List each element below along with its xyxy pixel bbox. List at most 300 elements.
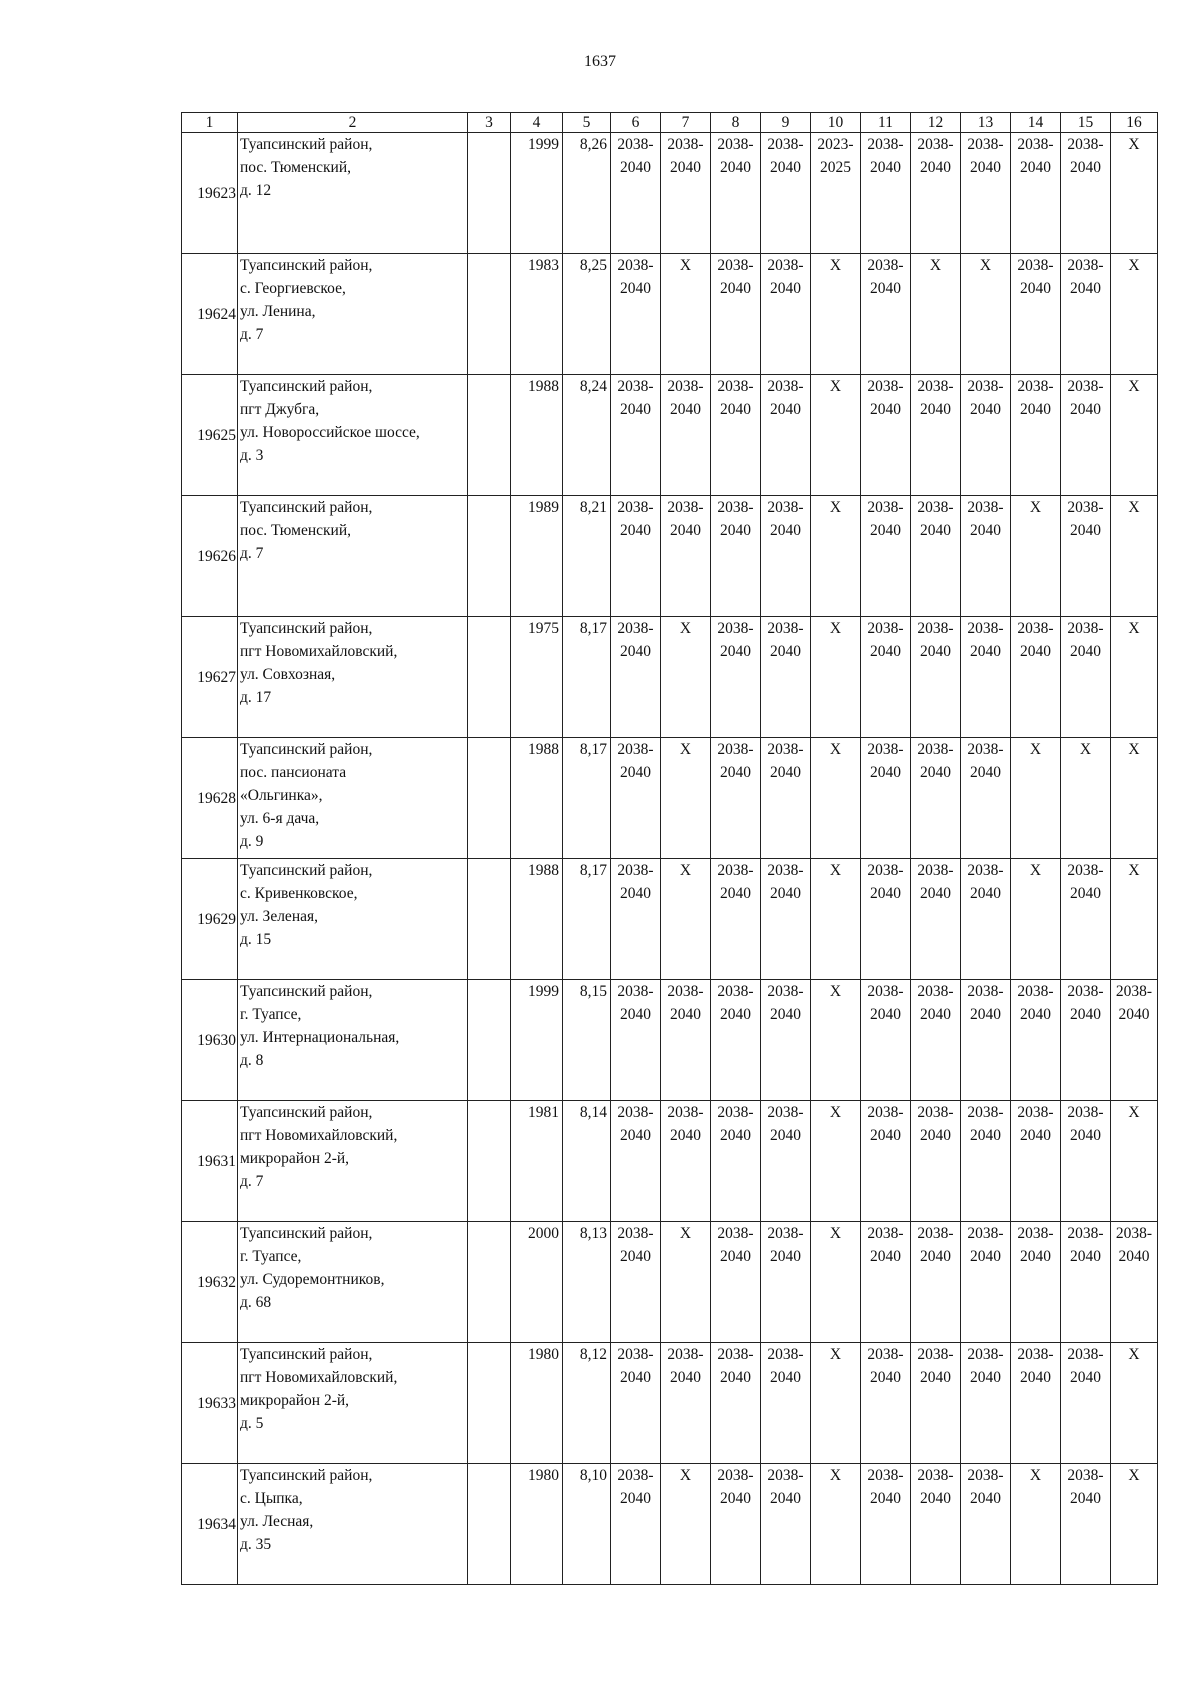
address-line: д. 17: [240, 689, 272, 706]
address-line: Туапсинский район,: [240, 1467, 373, 1484]
row-period-col7: [661, 375, 711, 496]
period-text: 2038-: [1067, 1104, 1104, 1121]
period-text: 2038-: [917, 741, 954, 758]
row-period-col10: [811, 254, 861, 375]
period-text: 2040: [620, 885, 651, 902]
period-text: 2038-: [717, 257, 754, 274]
period-text: 2040: [1020, 1006, 1051, 1023]
row-period-col8: [711, 1222, 761, 1343]
row-period-col12: [911, 1464, 961, 1585]
row-period-col16: [1111, 1101, 1158, 1222]
period-text: X: [829, 1225, 842, 1242]
period-text: 2038-: [667, 136, 704, 153]
row-year: 1983: [511, 254, 563, 375]
period-text: 2038-: [967, 378, 1004, 395]
row-period-col10: [811, 375, 861, 496]
period-text: 2038-: [717, 862, 754, 879]
period-text: 2040: [1070, 885, 1101, 902]
period-text: 2040: [870, 1490, 901, 1507]
address-line: пос. Тюменский,: [240, 159, 351, 176]
row-period-col15: [1061, 254, 1111, 375]
period-text: 2040: [620, 1490, 651, 1507]
table-row: [182, 254, 1158, 375]
period-text: 2040: [970, 764, 1001, 781]
period-text: 2040: [970, 1490, 1001, 1507]
row-col3: [468, 1222, 511, 1343]
period-text: 2038-: [667, 1346, 704, 1363]
address-line: д. 15: [240, 931, 272, 948]
row-period-col6: [611, 617, 661, 738]
row-period-col15: [1061, 496, 1111, 617]
row-period-col6: [611, 859, 661, 980]
period-text: 2040: [720, 1490, 751, 1507]
period-text: 2040: [620, 1369, 651, 1386]
row-period-col16: [1111, 133, 1158, 254]
period-text: 2038-: [717, 620, 754, 637]
row-period-col10: [811, 496, 861, 617]
period-text: 2040: [620, 1006, 651, 1023]
period-text: 2038-: [767, 1346, 804, 1363]
period-text: 2040: [620, 1248, 651, 1265]
row-period-col7: [661, 738, 711, 859]
address-line: д. 7: [240, 1173, 264, 1190]
period-text: 2040: [1118, 1248, 1150, 1265]
period-text: X: [829, 862, 842, 879]
row-period-col12: [911, 254, 961, 375]
address-line: Туапсинский район,: [240, 136, 373, 153]
row-period-col6: [611, 1222, 661, 1343]
period-text: X: [1128, 620, 1140, 637]
column-header-15: 15: [1061, 113, 1111, 133]
row-period-col6: [611, 133, 661, 254]
column-header-13: 13: [961, 113, 1011, 133]
row-value: 8,10: [563, 1464, 611, 1585]
period-text: 2038-: [717, 1346, 754, 1363]
period-text: X: [1128, 1346, 1140, 1363]
table-row: [182, 375, 1158, 496]
row-value: 8,24: [563, 375, 611, 496]
period-text: 2040: [1020, 1248, 1051, 1265]
row-period-col12: [911, 1101, 961, 1222]
period-text: 2038-: [967, 1225, 1004, 1242]
column-header-9: 9: [761, 113, 811, 133]
row-period-col6: [611, 980, 661, 1101]
row-period-col15: [1061, 133, 1111, 254]
period-text: 2040: [1118, 1006, 1150, 1023]
row-period-col6: [611, 496, 661, 617]
row-address: [238, 1101, 468, 1222]
period-text: 2038-: [767, 499, 804, 516]
row-period-col7: [661, 1464, 711, 1585]
period-text: X: [1029, 499, 1042, 516]
row-period-col11: [861, 1101, 911, 1222]
row-value: 8,12: [563, 1343, 611, 1464]
row-period-col11: [861, 254, 911, 375]
row-period-col15: [1061, 980, 1111, 1101]
period-text: 2038-: [917, 1104, 954, 1121]
period-text: 2040: [720, 280, 751, 297]
address-line: микрорайон 2-й,: [240, 1392, 350, 1409]
period-text: 2040: [720, 1248, 751, 1265]
period-text: 2038-: [1067, 378, 1104, 395]
period-text: 2038-: [1017, 378, 1054, 395]
period-text: 2038-: [1017, 257, 1054, 274]
period-text: 2038-: [1017, 1104, 1054, 1121]
row-period-col7: [661, 859, 711, 980]
period-text: 2040: [720, 159, 751, 176]
period-text: 2038-: [1017, 620, 1054, 637]
address-line: пгт Джубга,: [240, 401, 320, 418]
period-text: X: [679, 1225, 692, 1242]
table-row: [182, 980, 1158, 1101]
period-text: 2038-: [867, 1225, 904, 1242]
row-period-col14: [1011, 1101, 1061, 1222]
period-text: 2038-: [617, 1225, 654, 1242]
row-period-col12: [911, 133, 961, 254]
row-address: [238, 1343, 468, 1464]
address-line: с. Цыпка,: [240, 1490, 303, 1507]
period-text: 2038-: [867, 136, 904, 153]
row-period-col7: [661, 496, 711, 617]
period-text: 2040: [870, 401, 901, 418]
row-period-col11: [861, 133, 911, 254]
address-line: д. 9: [240, 833, 264, 850]
period-text: 2040: [720, 643, 751, 660]
period-text: 2040: [1070, 1369, 1101, 1386]
period-text: 2040: [770, 401, 801, 418]
period-text: 2038-: [867, 257, 904, 274]
row-id: 19634: [182, 1464, 238, 1585]
period-text: 2040: [970, 1127, 1001, 1144]
column-header-4: 4: [511, 113, 563, 133]
address-line: д. 35: [240, 1536, 272, 1553]
row-period-col10: [811, 1343, 861, 1464]
period-text: X: [1128, 499, 1140, 516]
address-line: пос. пансионата: [240, 764, 347, 781]
row-period-col12: [911, 617, 961, 738]
row-address: [238, 496, 468, 617]
table-row: [182, 496, 1158, 617]
row-period-col15: [1061, 738, 1111, 859]
period-text: 2038-: [917, 620, 954, 637]
period-text: X: [1128, 378, 1140, 395]
address-line: ул. 6-я дача,: [240, 810, 320, 827]
row-period-col10: [811, 617, 861, 738]
address-line: пгт Новомихайловский,: [240, 1369, 398, 1386]
row-period-col10: [811, 980, 861, 1101]
row-period-col15: [1061, 1464, 1111, 1585]
period-text: X: [829, 620, 842, 637]
period-text: 2038-: [917, 136, 954, 153]
period-text: X: [829, 1346, 842, 1363]
period-text: X: [1128, 862, 1140, 879]
period-text: 2040: [870, 1127, 901, 1144]
period-text: 2038-: [1017, 1225, 1054, 1242]
period-text: 2038-: [867, 1346, 904, 1363]
table-row: [182, 1343, 1158, 1464]
period-text: 2038-: [1067, 620, 1104, 637]
column-header-14: 14: [1011, 113, 1061, 133]
address-line: Туапсинский район,: [240, 1104, 373, 1121]
column-header-3: 3: [468, 113, 511, 133]
row-period-col8: [711, 617, 761, 738]
address-line: микрорайон 2-й,: [240, 1150, 350, 1167]
row-period-col8: [711, 859, 761, 980]
row-period-col13: [961, 133, 1011, 254]
address-line: Туапсинский район,: [240, 862, 373, 879]
period-text: 2038-: [617, 741, 654, 758]
row-period-col12: [911, 496, 961, 617]
address-line: д. 68: [240, 1294, 272, 1311]
row-period-col6: [611, 375, 661, 496]
row-period-col15: [1061, 859, 1111, 980]
row-year: 1988: [511, 375, 563, 496]
period-text: 2038-: [867, 862, 904, 879]
period-text: 2038-: [967, 136, 1004, 153]
row-period-col8: [711, 133, 761, 254]
period-text: 2038-: [1067, 1225, 1104, 1242]
row-address: [238, 617, 468, 738]
period-text: 2038-: [617, 378, 654, 395]
address-line: д. 5: [240, 1415, 264, 1432]
period-text: 2040: [770, 885, 801, 902]
row-year: 1988: [511, 859, 563, 980]
period-text: 2040: [1070, 522, 1101, 539]
row-period-col15: [1061, 375, 1111, 496]
period-text: 2038-: [767, 136, 804, 153]
column-header-2: 2: [238, 113, 468, 133]
period-text: 2040: [870, 1369, 901, 1386]
address-line: ул. Ленина,: [240, 303, 316, 320]
row-col3: [468, 1464, 511, 1585]
row-period-col16: [1111, 617, 1158, 738]
row-year: 1980: [511, 1464, 563, 1585]
table-row: [182, 133, 1158, 254]
period-text: 2038-: [867, 1104, 904, 1121]
row-period-col9: [761, 738, 811, 859]
period-text: 2038-: [1067, 1346, 1104, 1363]
period-text: 2040: [870, 1006, 901, 1023]
period-text: 2038-: [617, 862, 654, 879]
row-period-col9: [761, 1222, 811, 1343]
row-period-col16: [1111, 1464, 1158, 1585]
period-text: X: [829, 983, 842, 1000]
row-period-col7: [661, 1343, 711, 1464]
period-text: 2038-: [617, 499, 654, 516]
period-text: 2038-: [1017, 983, 1054, 1000]
period-text: 2040: [1020, 1127, 1051, 1144]
period-text: X: [679, 741, 692, 758]
period-text: 2040: [1070, 280, 1101, 297]
period-text: 2038-: [667, 1104, 704, 1121]
row-period-col15: [1061, 1343, 1111, 1464]
period-text: 2038-: [767, 257, 804, 274]
period-text: 2040: [670, 1369, 701, 1386]
period-text: 2038-: [967, 862, 1004, 879]
period-text: 2040: [920, 401, 951, 418]
row-address: [238, 375, 468, 496]
period-text: X: [1128, 1104, 1140, 1121]
period-text: 2038-: [1067, 257, 1104, 274]
period-text: X: [829, 741, 842, 758]
period-text: 2038-: [767, 983, 804, 1000]
row-period-col12: [911, 859, 961, 980]
row-period-col14: [1011, 859, 1061, 980]
row-period-col13: [961, 980, 1011, 1101]
address-line: Туапсинский район,: [240, 741, 373, 758]
period-text: X: [829, 378, 842, 395]
table-body: [182, 133, 1158, 1585]
row-period-col14: [1011, 254, 1061, 375]
period-text: 2040: [870, 280, 901, 297]
row-period-col10: [811, 1222, 861, 1343]
column-header-1: 1: [182, 113, 238, 133]
period-text: X: [929, 257, 942, 274]
row-period-col16: [1111, 738, 1158, 859]
period-text: 2038-: [867, 499, 904, 516]
period-text: 2038-: [617, 1104, 654, 1121]
period-text: 2038-: [667, 983, 704, 1000]
period-text: 2040: [920, 1127, 951, 1144]
address-line: Туапсинский район,: [240, 499, 373, 516]
period-text: 2038-: [717, 1467, 754, 1484]
table-row: [182, 617, 1158, 738]
row-period-col15: [1061, 1101, 1111, 1222]
row-year: 1988: [511, 738, 563, 859]
period-text: 2038-: [717, 983, 754, 1000]
period-text: 2038-: [967, 1346, 1004, 1363]
row-period-col14: [1011, 496, 1061, 617]
row-period-col13: [961, 1464, 1011, 1585]
period-text: 2040: [870, 159, 901, 176]
address-line: Туапсинский район,: [240, 378, 373, 395]
column-header-6: 6: [611, 113, 661, 133]
period-text: 2038-: [1115, 983, 1153, 1000]
address-line: Туапсинский район,: [240, 983, 373, 1000]
row-period-col9: [761, 1101, 811, 1222]
row-period-col16: [1111, 1343, 1158, 1464]
address-line: ул. Судоремонтников,: [240, 1271, 385, 1288]
address-line: «Ольгинка»,: [240, 787, 323, 804]
period-text: 2040: [920, 159, 951, 176]
period-text: 2040: [970, 522, 1001, 539]
period-text: 2040: [720, 764, 751, 781]
row-period-col9: [761, 859, 811, 980]
period-text: 2038-: [717, 1104, 754, 1121]
row-period-col9: [761, 1464, 811, 1585]
period-text: X: [1029, 1467, 1042, 1484]
row-period-col13: [961, 375, 1011, 496]
period-text: 2038-: [667, 499, 704, 516]
row-col3: [468, 133, 511, 254]
row-year: 1980: [511, 1343, 563, 1464]
row-value: 8,15: [563, 980, 611, 1101]
row-value: 8,17: [563, 738, 611, 859]
period-text: 2040: [770, 764, 801, 781]
row-period-col7: [661, 980, 711, 1101]
table-row: [182, 1464, 1158, 1585]
row-period-col16: [1111, 496, 1158, 617]
period-text: 2040: [670, 1127, 701, 1144]
period-text: X: [1128, 1467, 1140, 1484]
address-line: Туапсинский район,: [240, 620, 373, 637]
row-period-col14: [1011, 375, 1061, 496]
period-text: 2040: [620, 1127, 651, 1144]
period-text: 2040: [770, 643, 801, 660]
row-period-col13: [961, 254, 1011, 375]
row-address: [238, 133, 468, 254]
period-text: 2040: [670, 159, 701, 176]
row-period-col15: [1061, 1222, 1111, 1343]
row-year: 1989: [511, 496, 563, 617]
period-text: 2038-: [917, 862, 954, 879]
period-text: 2040: [920, 1369, 951, 1386]
period-text: 2038-: [917, 378, 954, 395]
address-line: д. 12: [240, 182, 272, 199]
period-text: 2040: [720, 522, 751, 539]
row-period-col12: [911, 375, 961, 496]
period-text: 2038-: [767, 1467, 804, 1484]
period-text: 2038-: [917, 1346, 954, 1363]
period-text: X: [829, 257, 842, 274]
period-text: 2038-: [917, 499, 954, 516]
period-text: 2038-: [617, 620, 654, 637]
period-text: 2038-: [967, 741, 1004, 758]
period-text: 2038-: [1017, 136, 1054, 153]
period-text: 2040: [970, 159, 1001, 176]
row-id: 19627: [182, 617, 238, 738]
period-text: X: [679, 257, 692, 274]
period-text: 2040: [920, 1006, 951, 1023]
period-text: 2040: [1070, 401, 1101, 418]
period-text: 2040: [870, 522, 901, 539]
period-text: 2040: [970, 1006, 1001, 1023]
period-text: 2038-: [1067, 862, 1104, 879]
period-text: 2038-: [667, 378, 704, 395]
period-text: 2040: [620, 764, 651, 781]
period-text: 2038-: [867, 1467, 904, 1484]
row-year: 1999: [511, 980, 563, 1101]
row-col3: [468, 980, 511, 1101]
period-text: 2040: [720, 885, 751, 902]
row-period-col14: [1011, 1343, 1061, 1464]
period-text: 2040: [770, 522, 801, 539]
period-text: 2038-: [967, 983, 1004, 1000]
period-text: 2038-: [917, 1225, 954, 1242]
period-text: X: [829, 1467, 842, 1484]
row-id: 19630: [182, 980, 238, 1101]
row-period-col12: [911, 980, 961, 1101]
row-period-col7: [661, 133, 711, 254]
period-text: 2040: [770, 1006, 801, 1023]
period-text: 2038-: [1067, 499, 1104, 516]
period-text: 2038-: [717, 378, 754, 395]
period-text: 2025: [820, 159, 851, 176]
period-text: 2040: [770, 159, 801, 176]
table-row: [182, 859, 1158, 980]
row-period-col8: [711, 496, 761, 617]
row-value: 8,17: [563, 859, 611, 980]
page-number: 1637: [584, 53, 616, 70]
row-year: 1975: [511, 617, 563, 738]
period-text: 2038-: [767, 620, 804, 637]
row-period-col10: [811, 1464, 861, 1585]
period-text: 2040: [1070, 1248, 1101, 1265]
period-text: 2040: [1070, 643, 1101, 660]
address-line: д. 7: [240, 326, 264, 343]
row-period-col9: [761, 254, 811, 375]
row-period-col11: [861, 859, 911, 980]
